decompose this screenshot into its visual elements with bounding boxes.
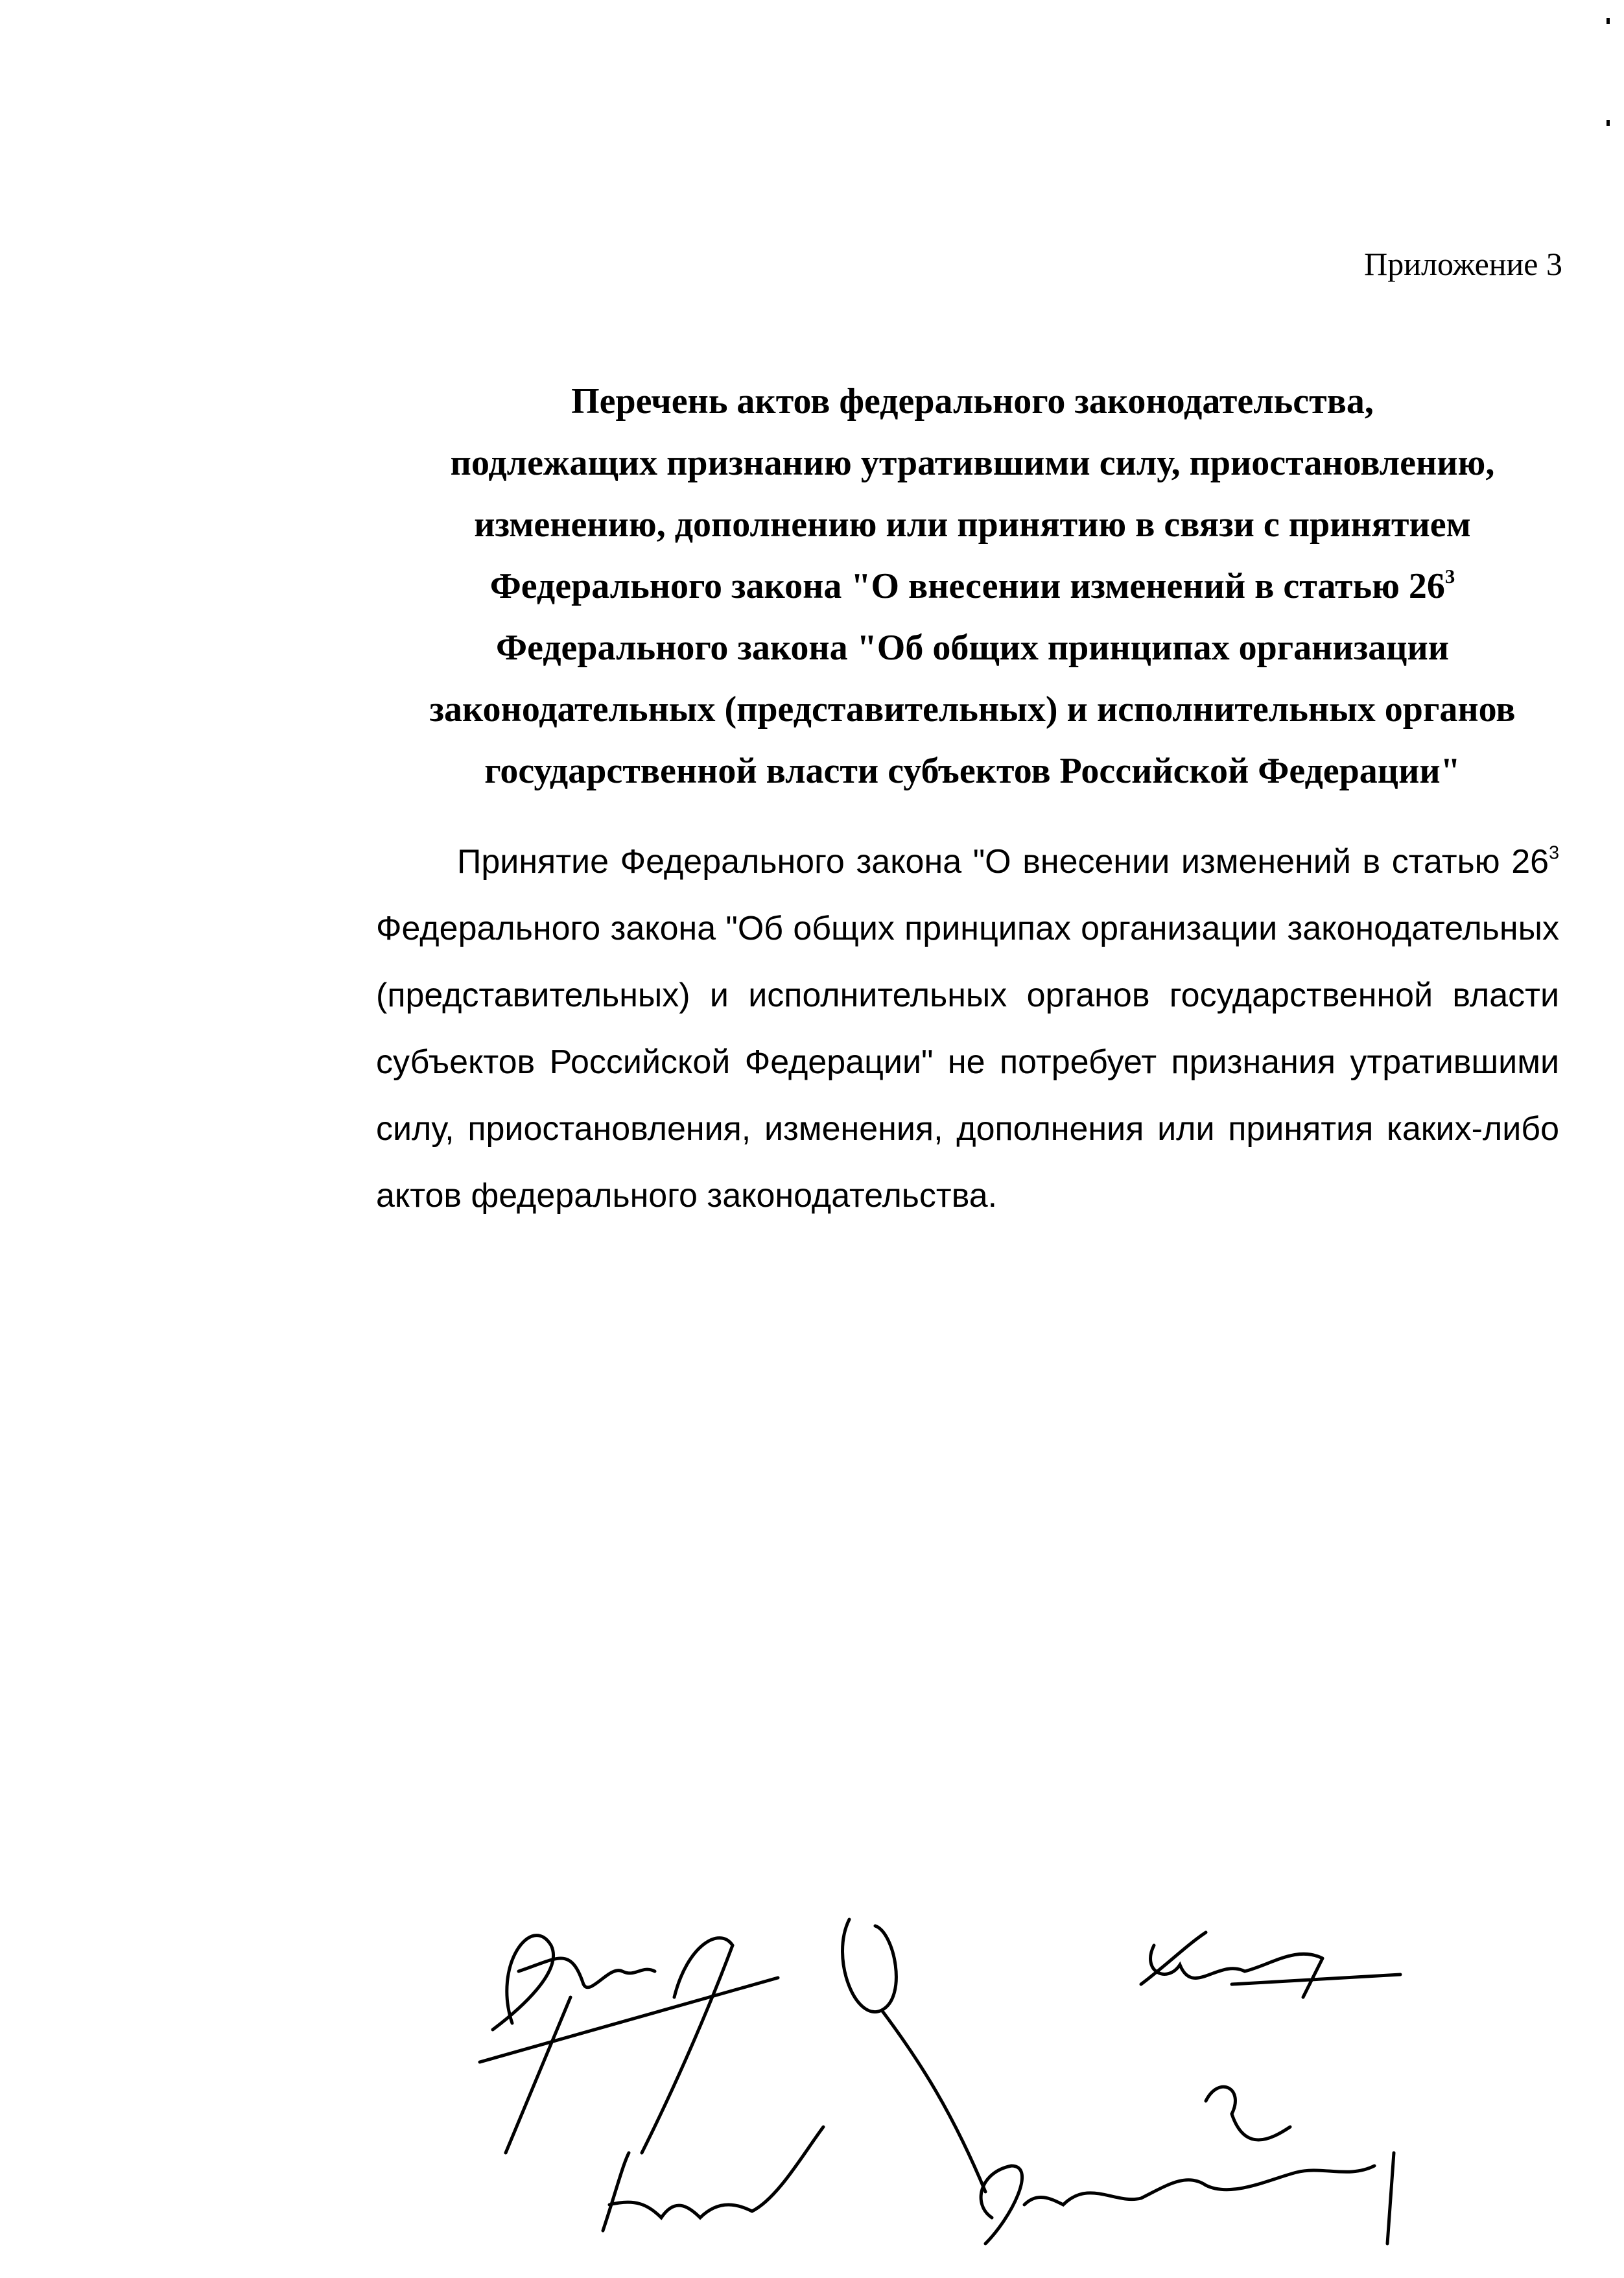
body-paragraph [376, 829, 1559, 1229]
signature-3 [1141, 1932, 1400, 1997]
document-title [363, 371, 1582, 802]
appendix-label: Приложение 3 [1364, 246, 1562, 282]
signature-1 [480, 1936, 778, 2153]
body-text: Федерального закона "Об общих принципах организации законодательных (представительных) и исполнительных органов государственной власти субъектов Российской Федерации" не потребует признания утратившими силу, приостановления, изменения, дополнения или принятия каких-либо актов федерального законодательства. [376, 910, 1559, 1215]
body-text: Принятие Федерального закона "О внесении изменений в статью 26 [457, 843, 1549, 881]
signature-4 [603, 2127, 823, 2231]
superscript: 3 [1444, 565, 1455, 587]
scan-speck [1606, 18, 1610, 24]
scan-speck [1606, 120, 1610, 126]
signatures [0, 1751, 1624, 2278]
signature-2 [843, 1919, 985, 2192]
title-line: законодательных (представительных) и исполнительных органов [429, 689, 1516, 730]
title-line: Федерального закона "Об общих принципах организации [496, 628, 1449, 668]
title-line: изменению, дополнению или принятию в связи с принятием [474, 504, 1471, 545]
title-line-text: Федерального закона "О внесении изменений в статью 26 [489, 566, 1445, 606]
title-line [363, 556, 1582, 617]
title-line: Перечень актов федерального законодательства, [571, 381, 1374, 421]
signature-5 [981, 2087, 1394, 2244]
title-line: государственной власти субъектов Российской Федерации" [484, 751, 1461, 791]
title-line: подлежащих признанию утратившими силу, приостановлению, [450, 443, 1495, 483]
superscript: 3 [1549, 842, 1559, 864]
